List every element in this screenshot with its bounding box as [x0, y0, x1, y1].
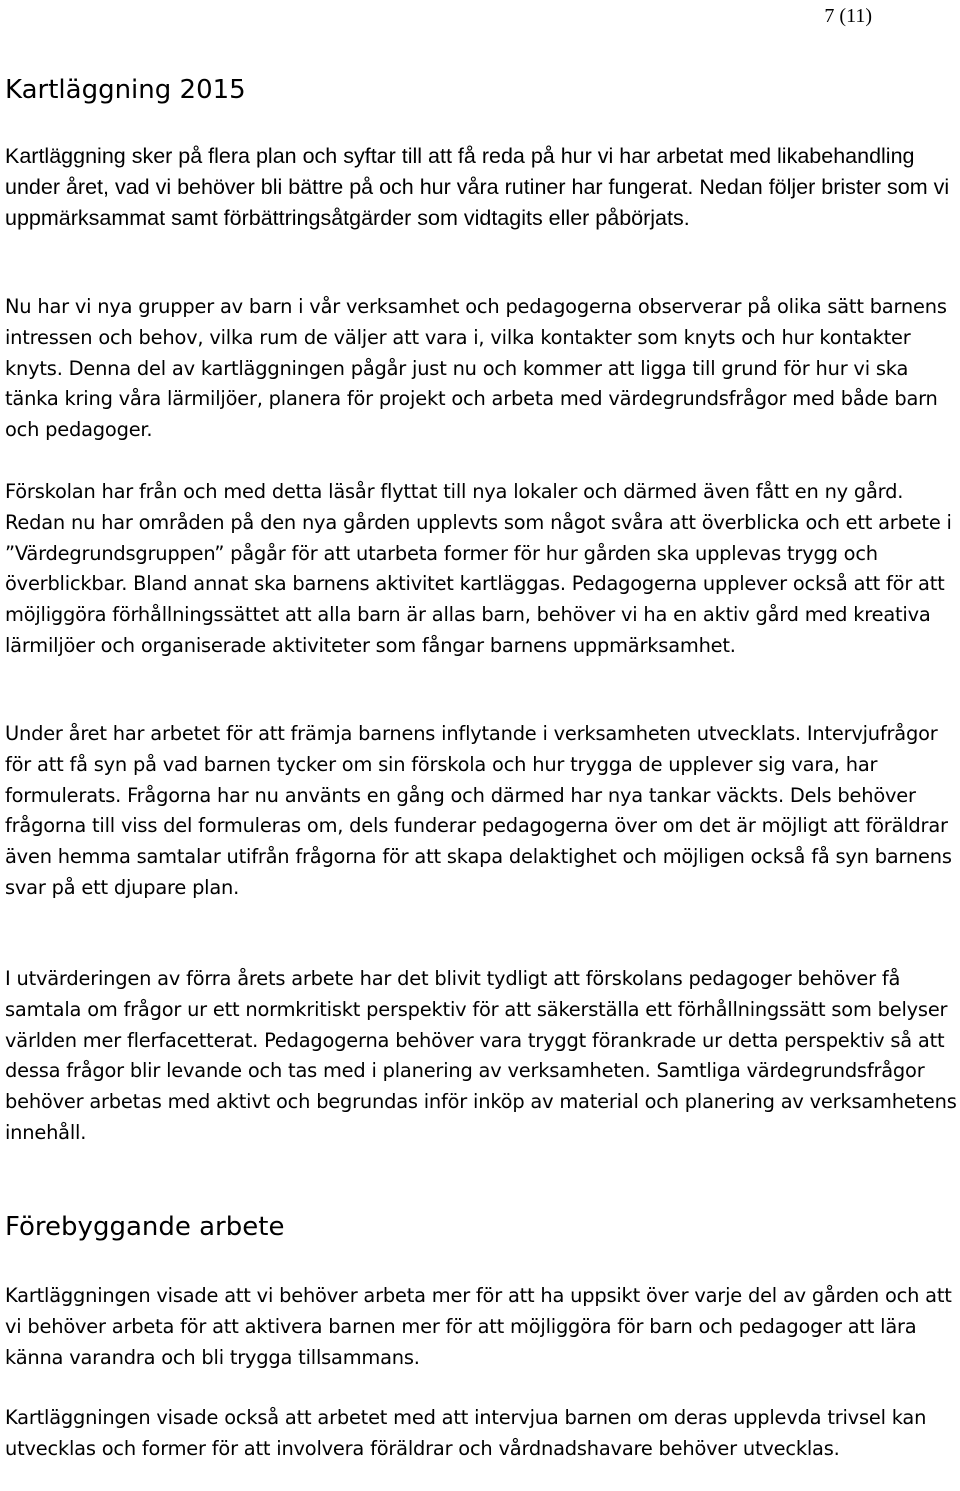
paragraph-evaluation: I utvärderingen av förra årets arbete har det blivit tydligt att förskolans pedagoger behöver få samtala om frågor ur ett normkritiskt perspektiv för att säkerställa ett förhållningssätt som belyser världen mer flerfacetterat. Pedagogerna behöver vara tryggt förankrade ur detta perspektiv så att dessa frågor blir levande och tas med i planering av verksamheten. Samtliga värdegrundsfrågor behöver arbetas med aktivt och begrundas inför inköp av material och planering av verksamhetens innehåll.: [5, 967, 957, 1144]
page-number: 7 (11): [824, 5, 872, 27]
paragraph-new-groups: Nu har vi nya grupper av barn i vår verksamhet och pedagogerna observerar på olika sätt barnens intressen och behov, vilka rum de väljer att vara i, vilka kontakter som knyts och hur kontakter knyts. Denna del av kartläggningen pågår just nu och kommer att ligga till grund för hur vi ska tänka kring våra lärmiljöer, planera för projekt och arbeta med värdegrundsfrågor med både barn och pedagoger.: [5, 295, 947, 442]
paragraph-new-premises: Förskolan har från och med detta läsår flyttat till nya lokaler och därmed även fått en ny gård. Redan nu har områden på den nya gården upplevts som något svåra att överblicka och ett arbete i ”Värdegrundsgruppen” pågår för att utarbeta former för hur gården ska upplevas trygg och överblickbar. Bland annat ska barnens aktivitet kartläggas. Pedagogerna upplever också att för att möjliggöra förhållningssättet att alla barn är allas barn, behöver vi ha en aktiv gård med kreativa lärmiljöer och organiserade aktiviteter som fångar barnens uppmärksamhet.: [5, 480, 952, 657]
paragraph-intro: Kartläggning sker på flera plan och syftar till att få reda på hur vi har arbetat med likabehandling under året, vad vi behöver bli bättre på och hur våra rutiner har fungerat. Nedan följer brister som vi uppmärksammat samt förbättringsåtgärder som vidtagits eller påbörjats.: [5, 144, 950, 230]
paragraph-interviews: Kartläggningen visade också att arbetet med att intervjua barnen om deras upplevda trivsel kan utvecklas och former för att involvera föräldrar och vårdnadshavare behöver utvecklas.: [5, 1406, 927, 1460]
section-heading-forebyggande: Förebyggande arbete: [5, 1212, 285, 1242]
section-heading-kartlaggning: Kartläggning 2015: [5, 75, 246, 105]
paragraph-yard-supervision: Kartläggningen visade att vi behöver arbeta mer för att ha uppsikt över varje del av gården och att vi behöver arbeta för att aktivera barnen mer för att möjliggöra för barn och pedagoger att lära känna varandra och bli trygga tillsammans.: [5, 1284, 952, 1369]
paragraph-influence: Under året har arbetet för att främja barnens inflytande i verksamheten utvecklats. Intervjufrågor för att få syn på vad barnen tycker om sin förskola och hur trygga de upplever sig vara, har formulerats. Frågorna har nu använts en gång och därmed har nya tankar väckts. Dels behöver frågorna till viss del formuleras om, dels funderar pedagogerna över om det är möjligt att föräldrar även hemma samtalar utifrån frågorna för att skapa delaktighet och möjligen också få syn barnens svar på ett djupare plan.: [5, 722, 952, 899]
